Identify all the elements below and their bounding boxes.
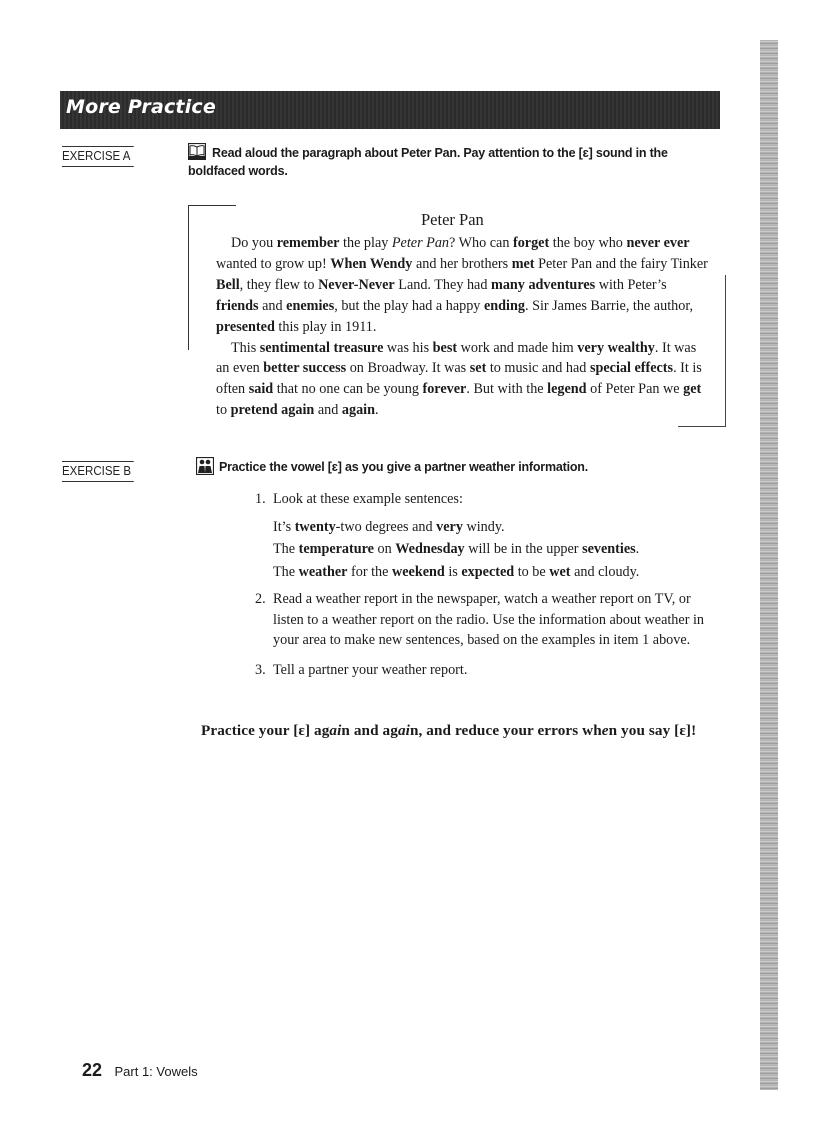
list-item [255,589,720,651]
story-title: Peter Pan [421,210,484,229]
item-text: Look at these example sentences: [273,491,463,507]
example-sentence: The weather for the weekend is expected to be wet and cloudy. [273,563,640,580]
page-edge-shadow [760,40,778,1090]
part-label: Part 1: Vowels [114,1064,198,1079]
example-sentences [255,517,720,583]
exercise-a-instruction-line2: boldfaced words. [188,164,288,178]
exercise-b-label: EXERCISE B [62,461,134,482]
section-title: More Practice [66,96,216,118]
story-paragraph-1: Do you remember the play Peter Pan? Who can forget the boy who never ever wanted to grow up! When Wendy and her brothers met Peter Pan and the fairy Tinker Bell, they flew to Never-Never Land. They had many adventures with Peter’s friends and enemies, but the play had a happy ending. Sir James Barrie, the author, presented this play in 1911. [216,235,708,335]
exercise-a-label: EXERCISE A [62,146,134,167]
list-item [255,489,720,510]
section-banner [60,91,720,129]
item-number: 2. [255,591,266,607]
exercise-b-list [255,489,720,680]
page-number: 22 [82,1060,103,1080]
book-icon [188,143,206,160]
page-footer [82,1060,198,1081]
exercise-a-instruction-line1: Read aloud the paragraph about Peter Pan. Pay attention to the [ɛ] sound in the [212,146,668,160]
example-sentence: It’s twenty-two degrees and very windy. [273,518,505,535]
partners-icon [196,457,214,475]
story-paragraph-2: This sentimental treasure was his best work and made him very wealthy. It was an even better success on Broadway. It was set to music and had special effects. It is often said that no one can be young forever. But with the legend of Peter Pan we get to pretend again and again. [216,339,702,419]
item-text: Read a weather report in the newspaper, watch a weather report on TV, or listen to a weather report on the radio. Use the information about weather in your area to make new sentences, based on the examples in item 1 above. [273,591,705,648]
item-number: 3. [255,661,266,678]
example-sentence: The temperature on Wednesday will be in the upper seventies. [273,541,640,557]
item-text: Tell a partner your weather report. [273,661,468,678]
exercise-b-instruction: Practice the vowel [ɛ] as you give a partner weather information. [219,460,589,474]
list-item [255,660,720,681]
closing-line: Practice your [ɛ] again and again, and reduce your errors when you say [ɛ]! [201,722,697,739]
item-number: 1. [255,491,266,507]
story-text [216,233,710,421]
